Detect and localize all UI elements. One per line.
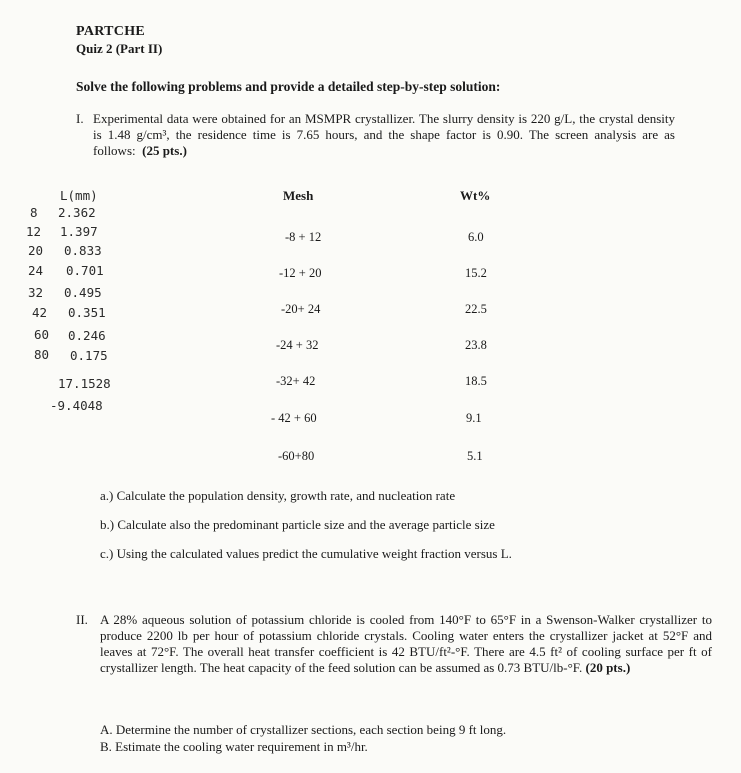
handwritten-value: -9.4048 [50, 398, 103, 413]
problem2-text [100, 612, 712, 676]
quiz-title: Quiz 2 (Part II) [76, 41, 163, 56]
problem1-subquestion-c: c.) Using the calculated values predict the cumulative weight fraction versus L. [100, 546, 512, 561]
wt-cell: 23.8 [465, 338, 487, 352]
handwritten-size: 0.701 [66, 263, 104, 278]
wt-cell: 22.5 [465, 302, 487, 316]
problem1-number: I. [76, 111, 84, 126]
mesh-cell: -12 + 20 [279, 266, 322, 280]
problem2-subquestion-b: B. Estimate the cooling water requirement in m³/hr. [100, 739, 368, 754]
handwritten-value: 17.1528 [58, 376, 111, 391]
handwritten-mesh: 12 [26, 224, 42, 239]
wt-cell: 6.0 [468, 230, 484, 244]
handwritten-mesh: 24 [28, 263, 44, 278]
problem1-subquestion-a: a.) Calculate the population density, growth rate, and nucleation rate [100, 488, 456, 503]
problem2-number: II. [76, 612, 88, 627]
wt-header: Wt% [460, 188, 491, 203]
handwritten-size: 0.833 [64, 243, 102, 258]
handwritten-mesh: 80 [34, 347, 50, 362]
wt-cell: 18.5 [465, 374, 487, 388]
handwritten-header: L(mm) [60, 188, 98, 203]
handwritten-size: 2.362 [58, 205, 96, 220]
handwritten-size: 0.351 [68, 305, 106, 320]
handwritten-size: 0.246 [68, 328, 106, 343]
problem1-points: (25 pts.) [142, 143, 187, 158]
problem2-points: (20 pts.) [585, 660, 631, 675]
problem2-body: A 28% aqueous solution of potassium chloride is cooled from 140°F to 65°F in a Swenson-Walker crystallizer to produce 2200 lb per hour of potassium chloride crystals. Cooling water enters the crystallizer jacket at 52°F and leaves at 72°F. The overall heat transfer coefficient is 42 BTU/ft²-°F. There are 4.5 ft² of cooling surface per ft of crystallizer length. The heat capacity of the feed solution can be assumed as 0.73 BTU/lb-°F. [100, 612, 712, 675]
course-title: PARTCHE [76, 24, 146, 39]
handwritten-size: 1.397 [60, 224, 98, 239]
mesh-cell: -24 + 32 [276, 338, 319, 352]
handwritten-size: 0.175 [70, 348, 108, 363]
problem1-subquestion-b: b.) Calculate also the predominant particle size and the average particle size [100, 517, 495, 532]
mesh-cell: - 42 + 60 [271, 411, 317, 425]
mesh-cell: -60+80 [278, 449, 315, 463]
handwritten-mesh: 20 [28, 243, 44, 258]
wt-cell: 15.2 [465, 266, 487, 280]
wt-cell: 9.1 [466, 411, 482, 425]
handwritten-mesh: 8 [30, 205, 38, 220]
handwritten-mesh: 32 [28, 285, 44, 300]
handwritten-mesh: 42 [32, 305, 48, 320]
problem1-body: Experimental data were obtained for an MSMPR crystallizer. The slurry density is 220 g/L, the crystal density is 1.48 g/cm³, the residence time is 7.65 hours, and the shape factor is 0.90. The screen analysis are as follows: [93, 111, 675, 158]
handwritten-mesh: 60 [34, 327, 50, 342]
problem2-subquestion-a: A. Determine the number of crystallizer sections, each section being 9 ft long. [100, 722, 507, 737]
mesh-cell: -20+ 24 [281, 302, 321, 316]
wt-cell: 5.1 [467, 449, 483, 463]
problem1-text [93, 111, 675, 159]
handwritten-size: 0.495 [64, 285, 102, 300]
mesh-cell: -8 + 12 [285, 230, 322, 244]
mesh-cell: -32+ 42 [276, 374, 316, 388]
mesh-header: Mesh [283, 188, 314, 203]
instructions: Solve the following problems and provide a detailed step-by-step solution: [76, 79, 501, 94]
